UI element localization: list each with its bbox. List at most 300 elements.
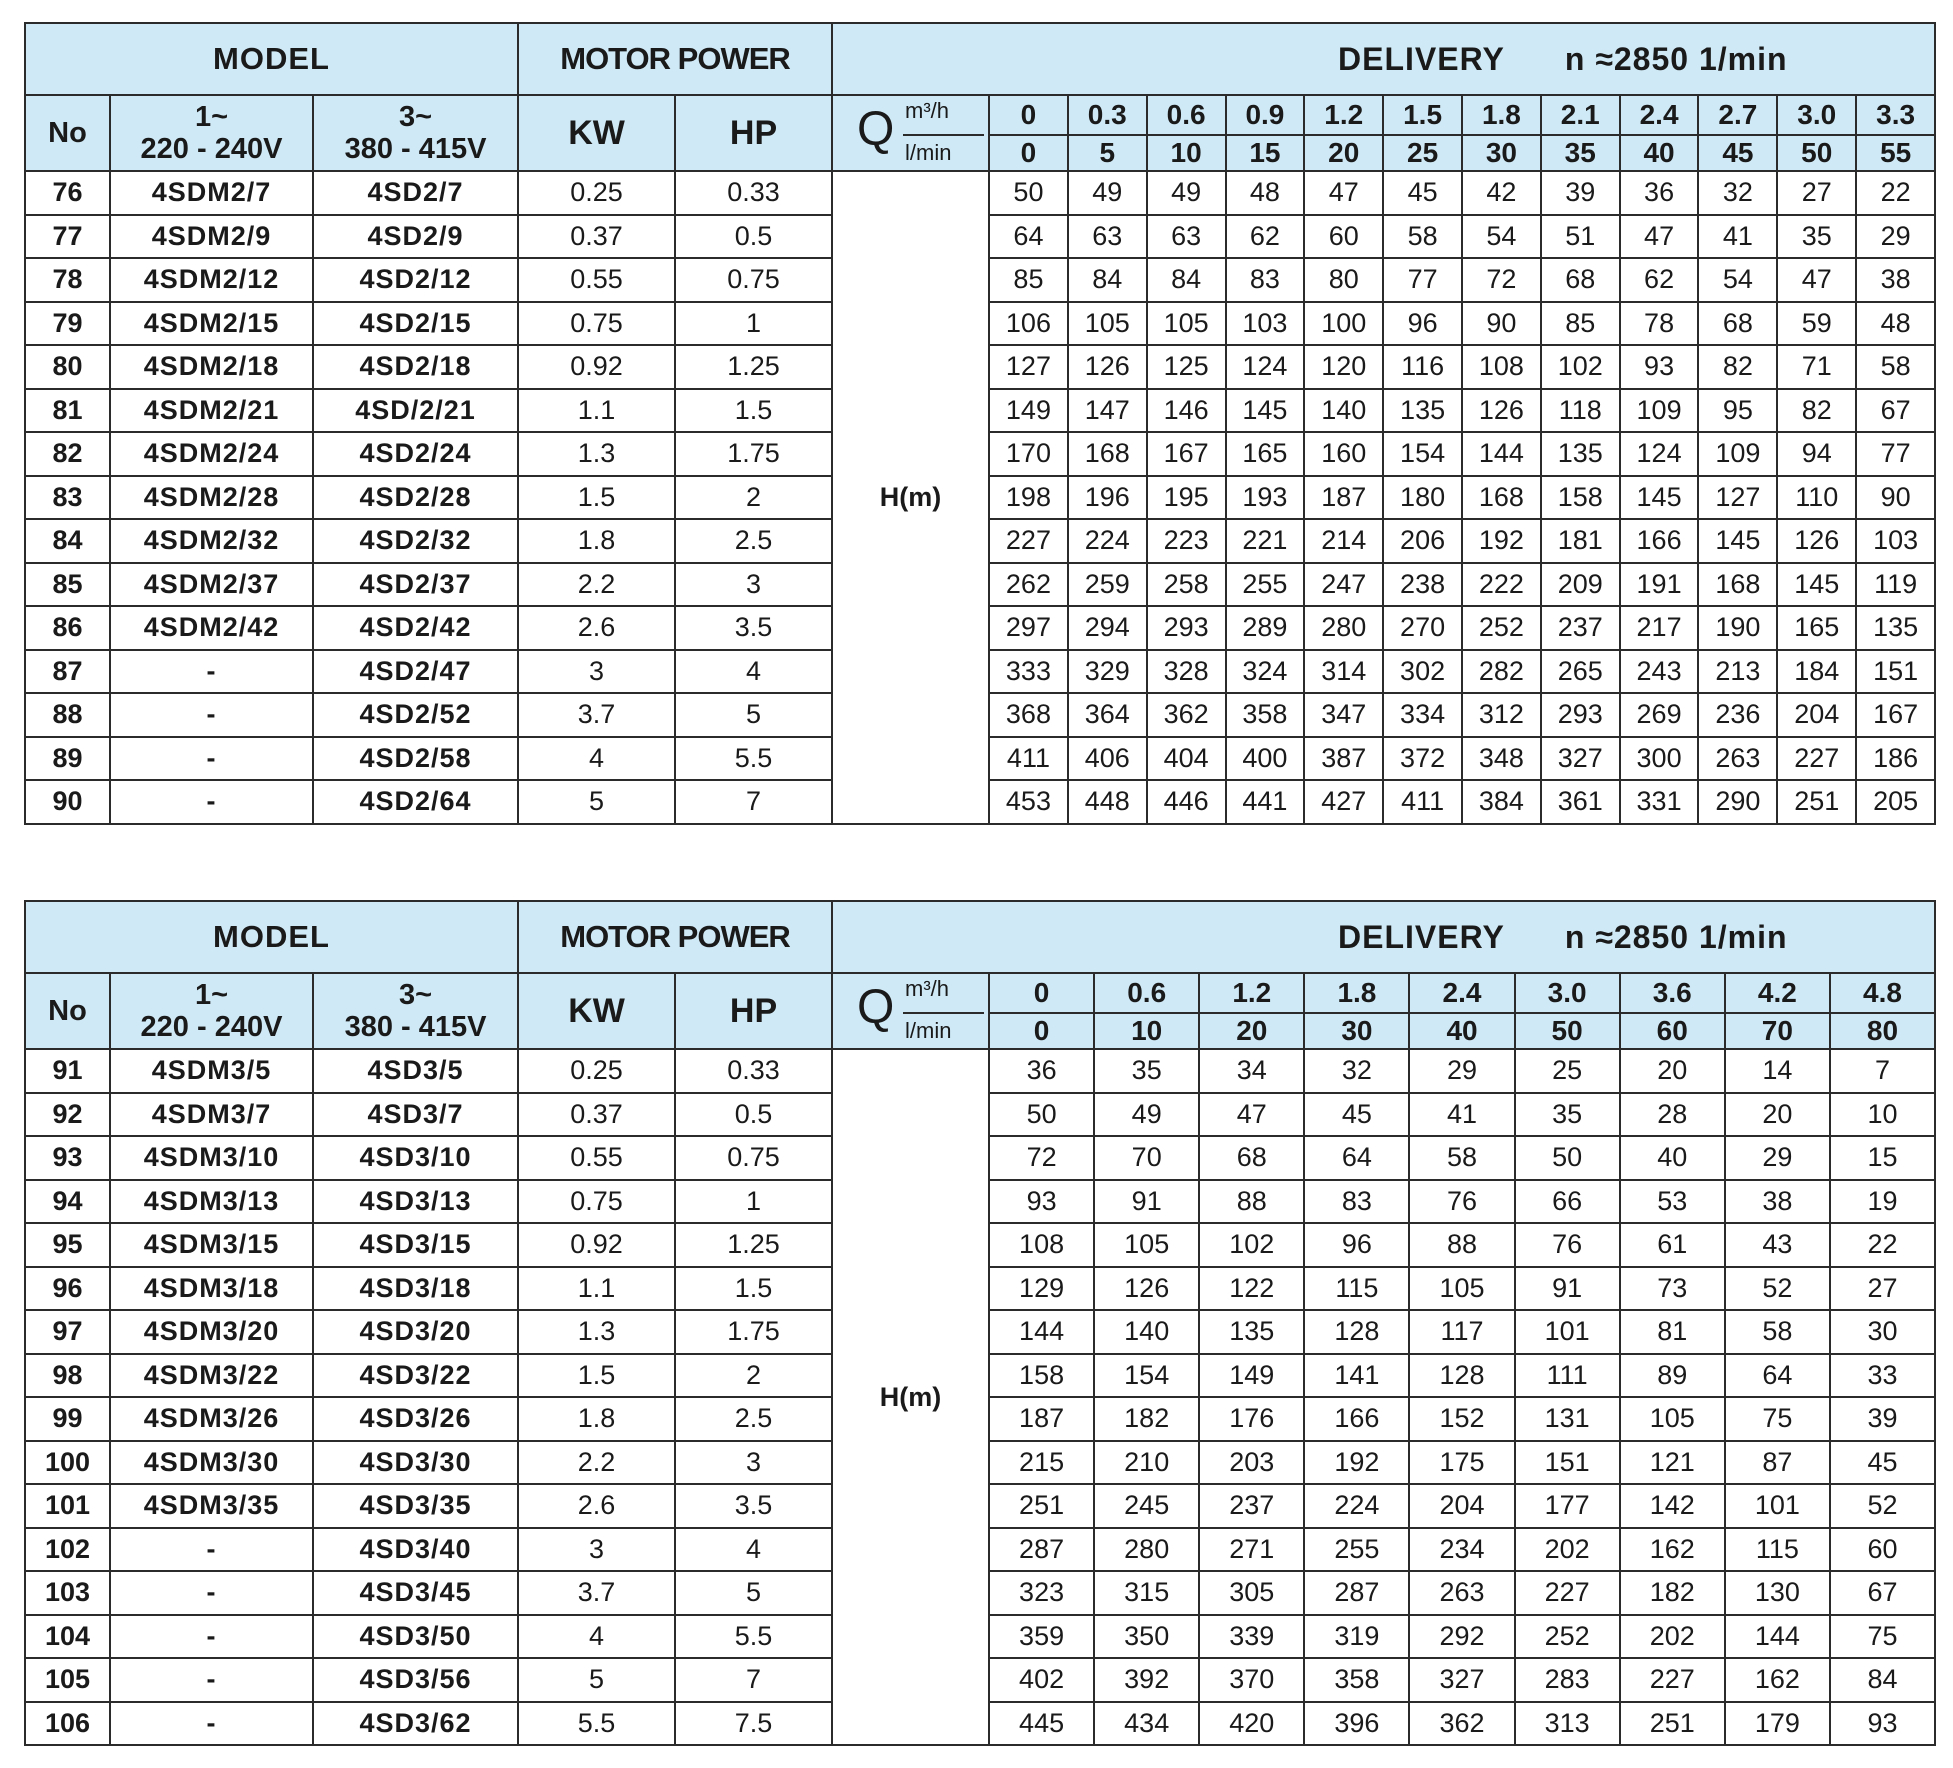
head-value: 14 <box>1725 1049 1830 1093</box>
head-value: 49 <box>1147 171 1226 215</box>
head-value: 36 <box>989 1049 1094 1093</box>
head-value: 84 <box>1068 258 1147 302</box>
head-value: 50 <box>1515 1136 1620 1180</box>
head-value: 358 <box>1226 693 1305 737</box>
head-label: H(m) <box>832 171 989 824</box>
flow-m3h-cell: 0 <box>989 95 1068 135</box>
three-phase-model: 4SD2/47 <box>313 650 518 694</box>
delivery-header <box>832 901 1935 973</box>
pump-table-series-3 <box>24 900 1936 1746</box>
head-value: 61 <box>1620 1223 1725 1267</box>
head-value: 263 <box>1698 737 1777 781</box>
head-value: 411 <box>1383 780 1462 824</box>
flow-m3h-cell: 1.8 <box>1462 95 1541 135</box>
row-number: 97 <box>25 1310 110 1354</box>
delivery-header <box>832 23 1935 95</box>
head-value: 329 <box>1068 650 1147 694</box>
head-value: 82 <box>1777 389 1856 433</box>
speed-label: n ≈2850 1/min <box>1564 40 1788 77</box>
row-number: 91 <box>25 1049 110 1093</box>
head-value: 32 <box>1698 171 1777 215</box>
flow-lmin-cell: 25 <box>1383 135 1462 171</box>
three-phase-model: 4SD2/37 <box>313 563 518 607</box>
head-value: 108 <box>1462 345 1541 389</box>
row-number: 85 <box>25 563 110 607</box>
head-value: 224 <box>1304 1484 1409 1528</box>
hp-value: 1.75 <box>675 1310 832 1354</box>
head-value: 186 <box>1856 737 1935 781</box>
head-value: 83 <box>1226 258 1305 302</box>
q-symbol: Q <box>857 103 895 156</box>
flow-m3h-cell: 0.6 <box>1094 973 1199 1013</box>
head-value: 91 <box>1515 1267 1620 1311</box>
hp-value: 3.5 <box>675 1484 832 1528</box>
flow-m3h-cell: 2.4 <box>1620 95 1699 135</box>
head-value: 192 <box>1462 519 1541 563</box>
head-value: 128 <box>1409 1354 1514 1398</box>
three-phase-header <box>313 95 518 171</box>
flow-lmin-cell: 40 <box>1409 1013 1514 1049</box>
head-value: 105 <box>1147 302 1226 346</box>
head-value: 245 <box>1094 1484 1199 1528</box>
row-number: 103 <box>25 1571 110 1615</box>
hp-value: 1 <box>675 302 832 346</box>
head-value: 108 <box>989 1223 1094 1267</box>
head-value: 49 <box>1094 1093 1199 1137</box>
hp-value: 1.75 <box>675 432 832 476</box>
unit-lmin: l/min <box>905 140 952 165</box>
single-phase-model: 4SDM2/15 <box>110 302 313 346</box>
head-value: 361 <box>1541 780 1620 824</box>
head-value: 41 <box>1698 215 1777 259</box>
head-value: 203 <box>1199 1441 1304 1485</box>
single-phase-model: 4SDM3/30 <box>110 1441 313 1485</box>
head-value: 214 <box>1304 519 1383 563</box>
head-value: 96 <box>1383 302 1462 346</box>
head-value: 84 <box>1147 258 1226 302</box>
head-value: 125 <box>1147 345 1226 389</box>
flow-m3h-cell: 4.8 <box>1830 973 1935 1013</box>
kw-header: KW <box>518 95 675 171</box>
three-phase-voltage: 380 - 415V <box>344 1011 487 1043</box>
head-value: 109 <box>1698 432 1777 476</box>
three-phase-model: 4SD3/20 <box>313 1310 518 1354</box>
head-value: 130 <box>1725 1571 1830 1615</box>
head-value: 282 <box>1462 650 1541 694</box>
kw-header: KW <box>518 973 675 1049</box>
head-value: 38 <box>1856 258 1935 302</box>
head-value: 168 <box>1698 563 1777 607</box>
head-value: 111 <box>1515 1354 1620 1398</box>
head-value: 158 <box>989 1354 1094 1398</box>
head-value: 170 <box>989 432 1068 476</box>
head-value: 84 <box>1830 1658 1935 1702</box>
head-value: 434 <box>1094 1702 1199 1746</box>
head-value: 68 <box>1698 302 1777 346</box>
head-value: 162 <box>1725 1658 1830 1702</box>
head-value: 30 <box>1830 1310 1935 1354</box>
head-value: 237 <box>1199 1484 1304 1528</box>
head-value: 294 <box>1068 606 1147 650</box>
head-value: 154 <box>1094 1354 1199 1398</box>
row-number: 90 <box>25 780 110 824</box>
head-value: 420 <box>1199 1702 1304 1746</box>
flow-unit-header <box>832 95 989 171</box>
head-value: 177 <box>1515 1484 1620 1528</box>
head-value: 368 <box>989 693 1068 737</box>
kw-value: 4 <box>518 1615 675 1659</box>
head-value: 124 <box>1620 432 1699 476</box>
head-value: 95 <box>1698 389 1777 433</box>
single-phase-model: 4SDM3/10 <box>110 1136 313 1180</box>
single-phase-model: 4SDM2/24 <box>110 432 313 476</box>
single-phase-model: 4SDM3/5 <box>110 1049 313 1093</box>
flow-lmin-cell: 80 <box>1830 1013 1935 1049</box>
head-value: 47 <box>1620 215 1699 259</box>
head-value: 293 <box>1147 606 1226 650</box>
head-value: 446 <box>1147 780 1226 824</box>
head-value: 259 <box>1068 563 1147 607</box>
head-value: 271 <box>1199 1528 1304 1572</box>
head-value: 392 <box>1094 1658 1199 1702</box>
single-phase-model: 4SDM2/18 <box>110 345 313 389</box>
head-value: 121 <box>1620 1441 1725 1485</box>
head-value: 168 <box>1462 476 1541 520</box>
three-phase-model: 4SD2/18 <box>313 345 518 389</box>
head-value: 58 <box>1409 1136 1514 1180</box>
head-value: 292 <box>1409 1615 1514 1659</box>
head-value: 193 <box>1226 476 1305 520</box>
head-value: 262 <box>989 563 1068 607</box>
unit-m3h: m³/h <box>905 98 950 123</box>
hp-value: 2 <box>675 476 832 520</box>
head-value: 27 <box>1830 1267 1935 1311</box>
head-value: 140 <box>1304 389 1383 433</box>
kw-value: 3.7 <box>518 1571 675 1615</box>
hp-value: 5.5 <box>675 1615 832 1659</box>
head-value: 145 <box>1698 519 1777 563</box>
head-value: 347 <box>1304 693 1383 737</box>
flow-m3h-cell: 4.2 <box>1725 973 1830 1013</box>
head-value: 72 <box>1462 258 1541 302</box>
hp-header: HP <box>675 95 832 171</box>
head-value: 28 <box>1620 1093 1725 1137</box>
head-value: 126 <box>1068 345 1147 389</box>
flow-m3h-cell: 2.1 <box>1541 95 1620 135</box>
flow-lmin-cell: 20 <box>1304 135 1383 171</box>
head-value: 35 <box>1515 1093 1620 1137</box>
flow-lmin-cell: 10 <box>1094 1013 1199 1049</box>
three-phase-model: 4SD3/56 <box>313 1658 518 1702</box>
head-value: 204 <box>1409 1484 1514 1528</box>
head-value: 135 <box>1541 432 1620 476</box>
kw-value: 0.37 <box>518 215 675 259</box>
head-value: 142 <box>1620 1484 1725 1528</box>
head-value: 263 <box>1409 1571 1514 1615</box>
head-value: 144 <box>989 1310 1094 1354</box>
head-value: 115 <box>1725 1528 1830 1572</box>
head-value: 49 <box>1068 171 1147 215</box>
head-value: 53 <box>1620 1180 1725 1224</box>
flow-lmin-cell: 5 <box>1068 135 1147 171</box>
head-value: 109 <box>1620 389 1699 433</box>
row-number: 94 <box>25 1180 110 1224</box>
hp-value: 0.75 <box>675 1136 832 1180</box>
delivery-label: DELIVERY <box>1338 918 1505 955</box>
head-value: 448 <box>1068 780 1147 824</box>
single-phase-model: 4SDM2/37 <box>110 563 313 607</box>
flow-unit-header <box>832 973 989 1049</box>
head-value: 196 <box>1068 476 1147 520</box>
hp-value: 3 <box>675 1441 832 1485</box>
three-phase-header <box>313 973 518 1049</box>
head-value: 54 <box>1462 215 1541 259</box>
kw-value: 2.6 <box>518 606 675 650</box>
head-value: 168 <box>1068 432 1147 476</box>
head-value: 105 <box>1068 302 1147 346</box>
head-value: 251 <box>1620 1702 1725 1746</box>
head-value: 293 <box>1541 693 1620 737</box>
kw-value: 3 <box>518 650 675 694</box>
flow-m3h-cell: 0.6 <box>1147 95 1226 135</box>
kw-value: 1.1 <box>518 1267 675 1311</box>
head-value: 39 <box>1541 171 1620 215</box>
head-value: 75 <box>1830 1615 1935 1659</box>
single-phase-model: - <box>110 1528 313 1572</box>
three-phase-model: 4SD2/28 <box>313 476 518 520</box>
head-value: 221 <box>1226 519 1305 563</box>
row-number: 101 <box>25 1484 110 1528</box>
kw-value: 1.3 <box>518 1310 675 1354</box>
three-phase-model: 4SD3/26 <box>313 1397 518 1441</box>
head-value: 52 <box>1830 1484 1935 1528</box>
flow-m3h-cell: 0.9 <box>1226 95 1305 135</box>
flow-m3h-cell: 3.0 <box>1515 973 1620 1013</box>
head-value: 100 <box>1304 302 1383 346</box>
head-value: 48 <box>1856 302 1935 346</box>
head-value: 404 <box>1147 737 1226 781</box>
head-value: 175 <box>1409 1441 1514 1485</box>
head-value: 38 <box>1725 1180 1830 1224</box>
head-value: 122 <box>1199 1267 1304 1311</box>
head-value: 297 <box>989 606 1068 650</box>
head-value: 167 <box>1856 693 1935 737</box>
head-value: 411 <box>989 737 1068 781</box>
flow-lmin-cell: 70 <box>1725 1013 1830 1049</box>
head-value: 166 <box>1304 1397 1409 1441</box>
head-value: 135 <box>1856 606 1935 650</box>
flow-lmin-cell: 50 <box>1777 135 1856 171</box>
head-value: 204 <box>1777 693 1856 737</box>
head-value: 406 <box>1068 737 1147 781</box>
head-value: 120 <box>1304 345 1383 389</box>
flow-lmin-cell: 0 <box>989 1013 1094 1049</box>
single-phase-model: 4SDM3/15 <box>110 1223 313 1267</box>
three-phase-model: 4SD2/12 <box>313 258 518 302</box>
head-value: 127 <box>1698 476 1777 520</box>
flow-m3h-cell: 1.8 <box>1304 973 1409 1013</box>
head-value: 135 <box>1199 1310 1304 1354</box>
head-value: 83 <box>1304 1180 1409 1224</box>
head-value: 348 <box>1462 737 1541 781</box>
kw-value: 0.55 <box>518 258 675 302</box>
flow-m3h-cell: 1.2 <box>1304 95 1383 135</box>
head-value: 181 <box>1541 519 1620 563</box>
head-value: 372 <box>1383 737 1462 781</box>
single-phase-model: 4SDM2/9 <box>110 215 313 259</box>
head-value: 227 <box>1777 737 1856 781</box>
hp-value: 1.5 <box>675 1267 832 1311</box>
head-value: 333 <box>989 650 1068 694</box>
hp-header: HP <box>675 973 832 1049</box>
head-value: 127 <box>989 345 1068 389</box>
head-value: 180 <box>1383 476 1462 520</box>
head-value: 141 <box>1304 1354 1409 1398</box>
head-value: 265 <box>1541 650 1620 694</box>
kw-value: 0.25 <box>518 171 675 215</box>
head-value: 73 <box>1620 1267 1725 1311</box>
head-value: 68 <box>1199 1136 1304 1180</box>
kw-value: 3 <box>518 1528 675 1572</box>
hp-value: 0.75 <box>675 258 832 302</box>
speed-label: n ≈2850 1/min <box>1564 918 1788 955</box>
head-value: 129 <box>989 1267 1094 1311</box>
head-value: 7 <box>1830 1049 1935 1093</box>
kw-value: 1.3 <box>518 432 675 476</box>
unit-lmin: l/min <box>905 1018 952 1043</box>
head-value: 187 <box>1304 476 1383 520</box>
flow-lmin-cell: 55 <box>1856 135 1935 171</box>
head-value: 251 <box>1777 780 1856 824</box>
head-value: 236 <box>1698 693 1777 737</box>
flow-lmin-cell: 20 <box>1199 1013 1304 1049</box>
head-value: 224 <box>1068 519 1147 563</box>
head-value: 191 <box>1620 563 1699 607</box>
single-phase-model: 4SDM2/42 <box>110 606 313 650</box>
three-phase-model: 4SD3/7 <box>313 1093 518 1137</box>
head-value: 64 <box>1304 1136 1409 1180</box>
row-number: 84 <box>25 519 110 563</box>
head-value: 206 <box>1383 519 1462 563</box>
kw-value: 2.2 <box>518 563 675 607</box>
head-value: 358 <box>1304 1658 1409 1702</box>
head-value: 118 <box>1541 389 1620 433</box>
single-phase-model: 4SDM2/12 <box>110 258 313 302</box>
kw-value: 5 <box>518 1658 675 1702</box>
hp-value: 3.5 <box>675 606 832 650</box>
three-phase-model: 4SD2/24 <box>313 432 518 476</box>
single-phase-symbol: 1~ <box>194 101 229 133</box>
head-value: 101 <box>1515 1310 1620 1354</box>
flow-m3h-cell: 0.3 <box>1068 95 1147 135</box>
single-phase-model: 4SDM2/21 <box>110 389 313 433</box>
flow-lmin-cell: 45 <box>1698 135 1777 171</box>
kw-value: 0.75 <box>518 1180 675 1224</box>
head-value: 146 <box>1147 389 1226 433</box>
head-value: 154 <box>1383 432 1462 476</box>
head-value: 427 <box>1304 780 1383 824</box>
single-phase-model: 4SDM2/32 <box>110 519 313 563</box>
head-value: 93 <box>1620 345 1699 389</box>
head-value: 453 <box>989 780 1068 824</box>
kw-value: 1.1 <box>518 389 675 433</box>
model-header: MODEL <box>25 901 518 973</box>
head-value: 82 <box>1698 345 1777 389</box>
head-value: 41 <box>1409 1093 1514 1137</box>
row-number: 83 <box>25 476 110 520</box>
row-number: 98 <box>25 1354 110 1398</box>
head-value: 144 <box>1462 432 1541 476</box>
head-value: 364 <box>1068 693 1147 737</box>
flow-m3h-cell: 1.2 <box>1199 973 1304 1013</box>
head-value: 35 <box>1777 215 1856 259</box>
head-value: 40 <box>1620 1136 1725 1180</box>
head-value: 362 <box>1147 693 1226 737</box>
head-value: 76 <box>1515 1223 1620 1267</box>
head-value: 50 <box>989 171 1068 215</box>
head-value: 283 <box>1515 1658 1620 1702</box>
head-value: 160 <box>1304 432 1383 476</box>
head-value: 70 <box>1094 1136 1199 1180</box>
head-value: 387 <box>1304 737 1383 781</box>
head-value: 76 <box>1409 1180 1514 1224</box>
single-phase-model: 4SDM3/18 <box>110 1267 313 1311</box>
head-value: 50 <box>989 1093 1094 1137</box>
single-phase-model: - <box>110 737 313 781</box>
row-number: 78 <box>25 258 110 302</box>
head-value: 60 <box>1304 215 1383 259</box>
head-value: 128 <box>1304 1310 1409 1354</box>
flow-lmin-cell: 35 <box>1541 135 1620 171</box>
flow-lmin-cell: 0 <box>989 135 1068 171</box>
head-value: 135 <box>1383 389 1462 433</box>
head-value: 58 <box>1725 1310 1830 1354</box>
head-value: 102 <box>1541 345 1620 389</box>
head-value: 227 <box>1515 1571 1620 1615</box>
head-value: 115 <box>1304 1267 1409 1311</box>
single-phase-header <box>110 973 313 1049</box>
head-value: 33 <box>1830 1354 1935 1398</box>
hp-value: 4 <box>675 1528 832 1572</box>
head-value: 215 <box>989 1441 1094 1485</box>
head-value: 287 <box>989 1528 1094 1572</box>
kw-value: 3.7 <box>518 693 675 737</box>
flow-m3h-cell: 3.0 <box>1777 95 1856 135</box>
single-phase-symbol: 1~ <box>194 979 229 1011</box>
flow-m3h-cell: 3.6 <box>1620 973 1725 1013</box>
head-value: 29 <box>1409 1049 1514 1093</box>
single-phase-voltage: 220 - 240V <box>140 1011 283 1043</box>
hp-value: 5.5 <box>675 737 832 781</box>
kw-value: 0.25 <box>518 1049 675 1093</box>
hp-value: 0.5 <box>675 215 832 259</box>
row-number: 82 <box>25 432 110 476</box>
head-value: 243 <box>1620 650 1699 694</box>
head-value: 165 <box>1777 606 1856 650</box>
head-value: 167 <box>1147 432 1226 476</box>
head-value: 327 <box>1541 737 1620 781</box>
head-value: 217 <box>1620 606 1699 650</box>
head-value: 110 <box>1777 476 1856 520</box>
head-value: 52 <box>1725 1267 1830 1311</box>
head-value: 67 <box>1830 1571 1935 1615</box>
row-number: 99 <box>25 1397 110 1441</box>
head-value: 64 <box>1725 1354 1830 1398</box>
row-number: 77 <box>25 215 110 259</box>
head-value: 205 <box>1856 780 1935 824</box>
head-value: 81 <box>1620 1310 1725 1354</box>
three-phase-model: 4SD2/15 <box>313 302 518 346</box>
